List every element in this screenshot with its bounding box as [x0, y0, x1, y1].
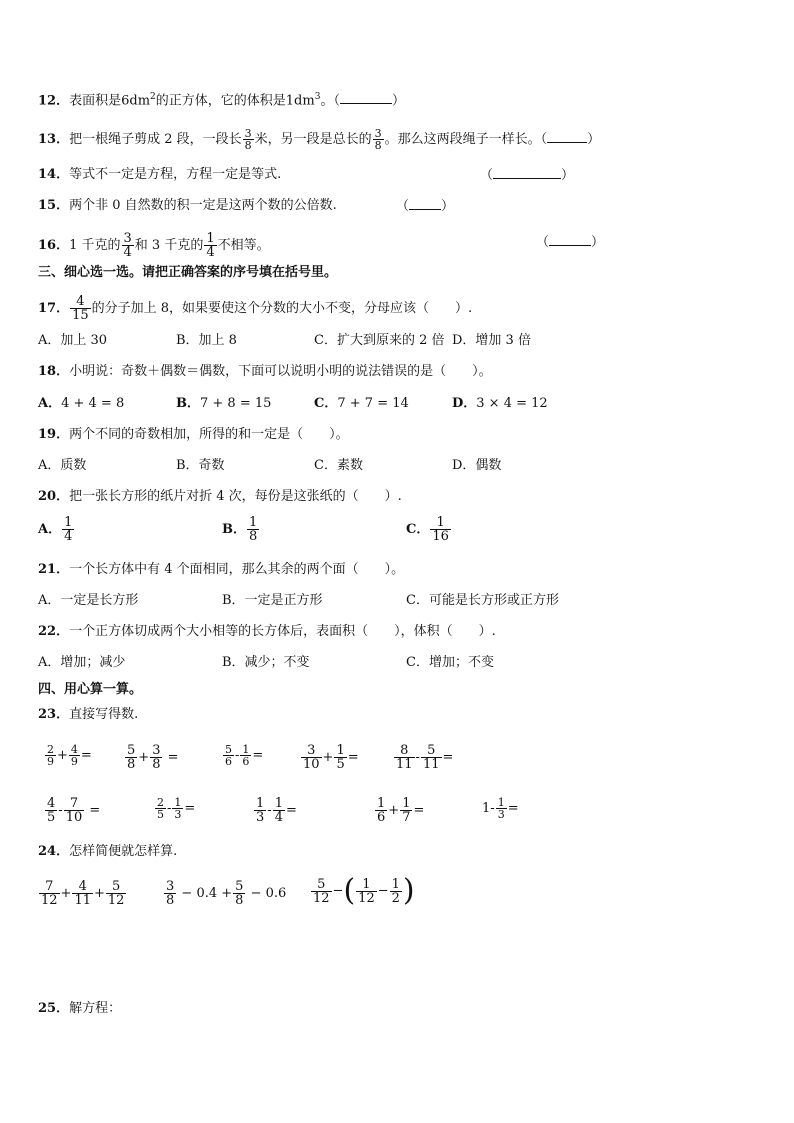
- answer-blank[interactable]: [409, 198, 441, 210]
- option-b[interactable]: B．奇数: [176, 458, 225, 473]
- calc-item: $\frac{1}{6}$ + $\frac{1}{7}$ =: [377, 796, 425, 825]
- calc-item: $\frac{8}{11}$ - $\frac{5}{11}$ =: [396, 743, 454, 772]
- question-number: 18．: [38, 364, 70, 379]
- question-text: 把一根绳子剪成 2 段，一段长: [69, 132, 242, 147]
- question-number: 17．: [38, 301, 70, 316]
- answer-paren-open: （: [396, 199, 410, 214]
- calc-item: 1- $\frac{1}{3}$ =: [482, 796, 519, 821]
- question-text: 。那么这两段绳子一样长。（: [384, 132, 548, 147]
- question-20: [38, 489, 402, 505]
- question-17: [38, 295, 472, 322]
- question-12: [38, 89, 405, 109]
- option-a[interactable]: A．4 + 4 = 8: [38, 396, 125, 411]
- option-c[interactable]: C．素数: [314, 458, 363, 473]
- calc-item: $\frac{1}{3}$ - $\frac{1}{4}$ =: [256, 796, 297, 825]
- answer-blank[interactable]: [549, 234, 591, 246]
- fraction: $\frac{4}{15}$: [72, 294, 89, 323]
- expression-1: $\frac{7}{12}$ + $\frac{4}{11}$ + $\frac{5}{12}$: [41, 879, 125, 908]
- fraction: $\frac{1}{4}$: [206, 231, 215, 260]
- question-13: [38, 128, 600, 151]
- question-text: 的正方体，它的体积是: [155, 93, 286, 109]
- question-18: [38, 364, 492, 380]
- section-heading: 三、细心选一选。请把正确答案的序号填在括号里。: [38, 265, 338, 280]
- question-14: [38, 167, 281, 183]
- question-text: 两个不同的奇数相加，所得的和一定是（ ）。: [69, 427, 349, 442]
- question-number: 19．: [38, 427, 70, 442]
- question-16: [38, 232, 270, 259]
- option-b[interactable]: B．7 + 8 = 15: [176, 396, 272, 411]
- question-21: [38, 562, 404, 578]
- option-d[interactable]: D．偶数: [452, 458, 502, 473]
- question-text: 一个正方体切成两个大小相等的长方体后，表面积（ ），体积（ ）.: [69, 624, 496, 639]
- calc-item: $\frac{3}{10}$ + $\frac{1}{5}$ =: [303, 743, 359, 772]
- answer-blank[interactable]: [547, 131, 587, 143]
- question-number: 20．: [38, 489, 70, 504]
- option-a[interactable]: A．一定是长方形: [38, 593, 139, 608]
- fraction: $\frac{3}{8}$: [244, 127, 252, 152]
- question-number: 22．: [38, 624, 70, 639]
- answer-slot-14: [480, 167, 574, 184]
- question-number: 16．: [38, 238, 70, 253]
- option-c[interactable]: C．可能是长方形或正方形: [406, 593, 559, 608]
- answer-blank[interactable]: [340, 92, 392, 104]
- fraction: $\frac{1}{16}$: [432, 515, 449, 544]
- option-b[interactable]: B．一定是正方形: [222, 593, 323, 608]
- option-d[interactable]: D．增加 3 倍: [452, 333, 531, 348]
- question-text: 表面积是: [69, 93, 122, 109]
- option-a[interactable]: A．质数: [38, 458, 87, 473]
- fraction: $\frac{1}{8}$: [249, 515, 258, 544]
- option-a[interactable]: A．加上 30: [38, 333, 108, 348]
- question-22: [38, 624, 496, 640]
- question-number: 13．: [38, 132, 70, 147]
- option-b[interactable]: B．减少；不变: [222, 655, 310, 670]
- question-text: 怎样简便就怎样算.: [69, 844, 178, 859]
- question-text: 把一张长方形的纸片对折 4 次，每份是这张纸的（ ）.: [69, 489, 402, 504]
- answer-paren-close: ）: [587, 132, 601, 147]
- option-a[interactable]: A．增加；减少: [38, 655, 126, 670]
- question-text: 直接写得数.: [69, 707, 139, 722]
- question-number: 23．: [38, 707, 70, 722]
- volume-value: 1dm: [285, 93, 315, 109]
- option-c[interactable]: C．增加；不变: [406, 655, 494, 670]
- answer-paren-close: ）: [391, 93, 405, 109]
- question-text: 1 千克的: [69, 238, 121, 253]
- fraction: $\frac{3}{4}$: [123, 231, 132, 260]
- answer-blank[interactable]: [493, 167, 561, 179]
- calc-item: $\frac{2}{5}$ - $\frac{1}{3}$ =: [157, 796, 196, 821]
- question-number: 21．: [38, 562, 70, 577]
- question-text: 一个长方体中有 4 个面相同，那么其余的两个面（ ）。: [69, 562, 405, 577]
- answer-paren-close: ）: [441, 199, 455, 214]
- fraction: $\frac{1}{4}$: [64, 515, 73, 544]
- question-text: 小明说：奇数＋偶数＝偶数，下面可以说明小明的说法错误的是（ ）。: [69, 364, 492, 379]
- option-b[interactable]: B． $\frac{1}{8}$: [222, 515, 258, 544]
- question-23: [38, 707, 138, 723]
- expression-3: $\frac{5}{12}$ −( $\frac{1}{12}$ − $\frac{1}{2}$ ): [313, 873, 415, 908]
- option-c[interactable]: C．7 + 7 = 14: [314, 396, 409, 411]
- question-number: 12．: [38, 93, 70, 109]
- answer-slot-16: [536, 234, 604, 251]
- question-text: 两个非 0 自然数的积一定是这两个数的公倍数.: [69, 198, 337, 213]
- question-text: 的分子加上 8，如果要使这个分数的大小不变，分母应该（ ）.: [91, 301, 473, 316]
- question-text: 米，另一段是总长的: [254, 132, 372, 147]
- question-15: [38, 198, 337, 214]
- question-number: 15．: [38, 198, 70, 213]
- answer-paren-close: ）: [591, 235, 605, 250]
- area-value: 6dm: [121, 93, 151, 109]
- fraction: $\frac{3}{8}$: [374, 127, 382, 152]
- section-heading: 四、用心算一算。: [38, 682, 143, 697]
- answer-paren-open: 。（: [320, 93, 340, 109]
- calc-item: $\frac{5}{6}$ - $\frac{1}{6}$ =: [225, 743, 264, 768]
- option-c[interactable]: C． $\frac{1}{16}$: [406, 515, 449, 544]
- question-24: [38, 844, 177, 860]
- question-number: 24．: [38, 844, 70, 859]
- calc-item: $\frac{4}{5}$ - $\frac{7}{10}$ =: [47, 796, 101, 825]
- question-number: 25．: [38, 1001, 70, 1016]
- question-19: [38, 427, 349, 443]
- option-c[interactable]: C．扩大到原来的 2 倍: [314, 333, 445, 348]
- question-text: 和 3 千克的: [134, 238, 204, 253]
- question-number: 14．: [38, 167, 70, 182]
- option-b[interactable]: B．加上 8: [176, 333, 237, 348]
- question-25: [38, 1001, 121, 1017]
- calc-item: $\frac{2}{9}$ + $\frac{4}{9}$ =: [47, 743, 92, 768]
- answer-slot-15: [396, 198, 454, 215]
- calc-item: $\frac{5}{8}$ + $\frac{3}{8}$ =: [127, 743, 179, 772]
- area-exponent: 2: [150, 92, 156, 102]
- volume-exponent: 3: [314, 92, 321, 102]
- answer-paren-open: （: [480, 168, 494, 183]
- question-text: 不相等。: [217, 238, 270, 253]
- question-text: 等式不一定是方程，方程一定是等式.: [69, 167, 282, 182]
- expression-2: $\frac{3}{8}$ − 0.4 + $\frac{5}{8}$ − 0.6: [166, 879, 287, 908]
- answer-paren-open: （: [536, 235, 550, 250]
- option-d[interactable]: D．3 × 4 = 12: [452, 396, 548, 411]
- question-text: 解方程：: [69, 1001, 122, 1016]
- answer-paren-close: ）: [561, 168, 575, 183]
- option-a[interactable]: A． $\frac{1}{4}$: [38, 515, 73, 544]
